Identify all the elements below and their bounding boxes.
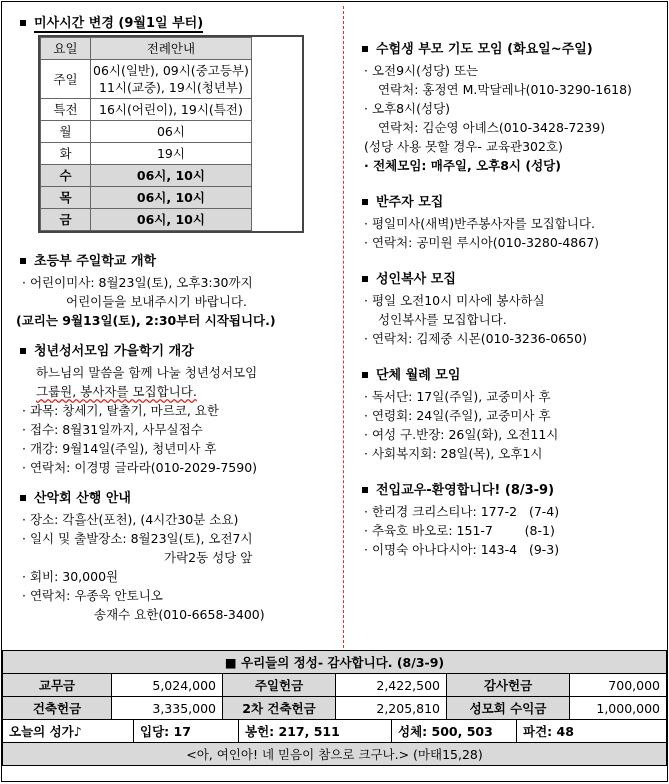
- info-line: · 연령회: 24일(주일), 교중미사 후: [364, 408, 551, 423]
- info-line: · 어린이미사: 8월23일(토), 오후3:30까지: [22, 275, 253, 290]
- sunday-school-heading: 초등부 주일학교 개학: [34, 254, 157, 269]
- info-line: 연락처: 김순영 아녜스(010-3428-7239): [378, 120, 606, 135]
- finance-label: 성모회 수익금: [447, 697, 570, 720]
- section-heading: [358, 268, 660, 287]
- info-line: 어린이들을 보내주시기 바랍니다.: [66, 294, 247, 309]
- row-detail: 06시: [91, 121, 252, 143]
- verse-row: [3, 743, 667, 766]
- finance-title: ■ 우리들의 정성- 감사합니다. (8/3-9): [3, 651, 667, 674]
- info-line: · 평일 오전10시 미사에 봉사하실: [364, 293, 545, 308]
- finance-value: 5,024,000: [112, 674, 223, 697]
- announcement-columns: [2, 2, 667, 650]
- column-divider: [343, 6, 344, 648]
- table-header-row: [41, 38, 252, 60]
- finance-label: 주일헌금: [223, 674, 336, 697]
- bullet-square-icon: [20, 258, 26, 264]
- row-day: 특전: [41, 99, 91, 121]
- hymn-entrance: 입당: 17: [134, 720, 239, 743]
- info-line: · 여성 구.반장: 26일(화), 오전11시: [364, 427, 559, 442]
- table-row: [41, 165, 252, 187]
- header-day: 요일: [41, 38, 91, 60]
- finance-title-row: [3, 651, 667, 674]
- finance-row: [3, 674, 667, 697]
- hymn-communion: 성체: 500, 503: [392, 720, 517, 743]
- info-line: · 추육호 바오로: 151-7 (8-1): [364, 523, 555, 538]
- bullet-square-icon: [20, 20, 26, 26]
- row-detail-line: 06시(일반), 09시(중고등부): [93, 63, 249, 78]
- info-line: · 과목: 창세기, 탈출기, 마르코, 요한: [22, 403, 219, 418]
- row-detail: 16시(어린이), 19시(특전): [91, 99, 252, 121]
- row-day: 목: [41, 187, 91, 209]
- finance-value: 700,000: [570, 674, 667, 697]
- info-line: · 사회복지회: 28일(목), 오후1시: [364, 446, 543, 461]
- section-heading: [16, 487, 336, 506]
- table-row: [41, 187, 252, 209]
- bullet-square-icon: [20, 348, 26, 354]
- altar-server-section: [358, 191, 660, 252]
- row-day: 월: [41, 121, 91, 143]
- info-line: · 오전9시(성당) 또는: [364, 63, 479, 78]
- info-line: 송재수 요한(010-6658-3400): [94, 607, 265, 622]
- info-line: · 전체모임: 매주일, 오후8시 (성당): [364, 158, 561, 173]
- table-row: [41, 60, 252, 99]
- bullet-square-icon: [362, 372, 368, 378]
- parents-prayer-section: [358, 38, 660, 175]
- hymn-row: [3, 720, 667, 743]
- row-detail: 06시, 10시: [91, 187, 252, 209]
- finance-value: 2,205,810: [336, 697, 447, 720]
- table-row: [41, 209, 252, 231]
- newcomers-section: [358, 479, 660, 559]
- mass-time-section: [16, 12, 336, 236]
- hiking-section: [16, 487, 336, 624]
- info-line: · 연락처: 이경명 글라라(010-2029-7590): [22, 460, 258, 475]
- info-line: · 회비: 30,000원: [22, 569, 119, 584]
- info-line: · 오후8시(성당): [364, 101, 451, 116]
- mass-time-heading: 미사시간 변경 (9월1일 부터): [34, 16, 204, 31]
- finance-section: [2, 650, 667, 766]
- hymn-dismissal: 파견: 48: [517, 720, 667, 743]
- hymn-label: 오늘의 성가♪: [3, 720, 134, 743]
- table-row: [41, 99, 252, 121]
- info-line: 성인복사를 모집합니다.: [378, 312, 507, 327]
- row-day: 금: [41, 209, 91, 231]
- finance-row: [3, 697, 667, 720]
- info-line: · 개강: 9월14일(주일), 청년미사 후: [22, 441, 217, 456]
- section-heading: [358, 38, 660, 57]
- row-detail: 06시, 10시: [91, 165, 252, 187]
- info-line: · 한리경 크리스티나: 177-2 (7-4): [364, 504, 560, 519]
- bullet-square-icon: [362, 199, 368, 205]
- bullet-square-icon: [362, 276, 368, 282]
- finance-label: 감사헌금: [447, 674, 570, 697]
- mass-schedule-table: [38, 35, 304, 233]
- info-line: · 연락처: 김제중 시몬(010-3236-0650): [364, 331, 587, 346]
- info-line: · 평일미사(새벽)반주봉사자를 모집합니다.: [364, 216, 595, 231]
- section-heading: [16, 250, 336, 269]
- finance-label: 건축헌금: [3, 697, 112, 720]
- youth-bible-section: [16, 340, 336, 477]
- info-line: 하느님의 말씀을 함께 나눌 청년성서모임: [36, 365, 258, 380]
- row-detail-line: 11시(교중), 19시(청년부): [99, 80, 243, 95]
- table-row: [41, 121, 252, 143]
- section-heading: [16, 12, 336, 31]
- section-heading: [358, 364, 660, 383]
- finance-table: [2, 650, 667, 720]
- section-heading: [358, 479, 660, 498]
- newcomers-heading: 전입교우-환영합니다! (8/3-9): [376, 483, 555, 498]
- bullet-square-icon: [362, 487, 368, 493]
- section-heading: [16, 340, 336, 359]
- info-line: 그룹원, 봉사자를 모집합니다.: [36, 384, 197, 399]
- info-line: 가락2동 성당 앞: [164, 550, 253, 565]
- finance-value: 3,335,000: [112, 697, 223, 720]
- altar-server-heading: 반주자 모집: [376, 195, 444, 210]
- bullet-square-icon: [362, 46, 368, 52]
- info-line: · 연락처: 우종욱 안토니오: [22, 588, 163, 603]
- row-day: 수: [41, 165, 91, 187]
- row-day: 화: [41, 143, 91, 165]
- adult-server-section: [358, 268, 660, 348]
- info-line: (성당 사용 못할 경우- 교육관302호): [364, 139, 563, 154]
- finance-label: 교무금: [3, 674, 112, 697]
- row-day: 주일: [41, 60, 91, 99]
- hiking-heading: 산악회 산행 안내: [34, 491, 131, 506]
- info-line: · 연락처: 공미원 루시아(010-3280-4867): [364, 235, 600, 250]
- sunday-school-section: [16, 250, 336, 330]
- hymn-offertory: 봉헌: 217, 511: [239, 720, 392, 743]
- group-meetings-section: [358, 364, 660, 463]
- parents-prayer-heading: 수험생 부모 기도 모임 (화요일~주일): [376, 42, 593, 57]
- section-heading: [358, 191, 660, 210]
- left-column: [16, 12, 336, 634]
- adult-server-heading: 성인복사 모집: [376, 272, 456, 287]
- group-meetings-heading: 단체 월례 모임: [376, 368, 461, 383]
- info-line: · 일시 및 출발장소: 8월23일(토), 오전7시: [22, 531, 253, 546]
- header-detail: 전례안내: [91, 38, 252, 60]
- youth-bible-heading: 청년성서모임 가을학기 개강: [34, 344, 194, 359]
- finance-label: 2차 건축헌금: [223, 697, 336, 720]
- info-line: · 독서단: 17일(주일), 교중미사 후: [364, 389, 551, 404]
- row-detail: 19시: [91, 143, 252, 165]
- bible-verse: <아, 여인아! 네 믿음이 참으로 크구나.> (마태15,28): [3, 743, 667, 766]
- info-line: · 이명숙 아나다시아: 143-4 (9-3): [364, 542, 560, 557]
- finance-value: 2,422,500: [336, 674, 447, 697]
- hymn-table: [2, 719, 667, 766]
- table-row: [41, 143, 252, 165]
- info-line: 연락처: 홍정연 M.막달레나(010-3290-1618): [378, 82, 632, 97]
- info-line: · 접수: 8월31일까지, 사무실접수: [22, 422, 203, 437]
- bulletin-page: [1, 1, 668, 782]
- row-detail: [91, 60, 252, 99]
- row-detail: 06시, 10시: [91, 209, 252, 231]
- info-line: · 장소: 각흘산(포천), (4시간30분 소요): [22, 512, 239, 527]
- right-column: [358, 12, 660, 569]
- bullet-square-icon: [20, 495, 26, 501]
- info-line: (교리는 9월13일(토), 2:30부터 시작됩니다.): [16, 313, 276, 328]
- finance-value: 1,000,000: [570, 697, 667, 720]
